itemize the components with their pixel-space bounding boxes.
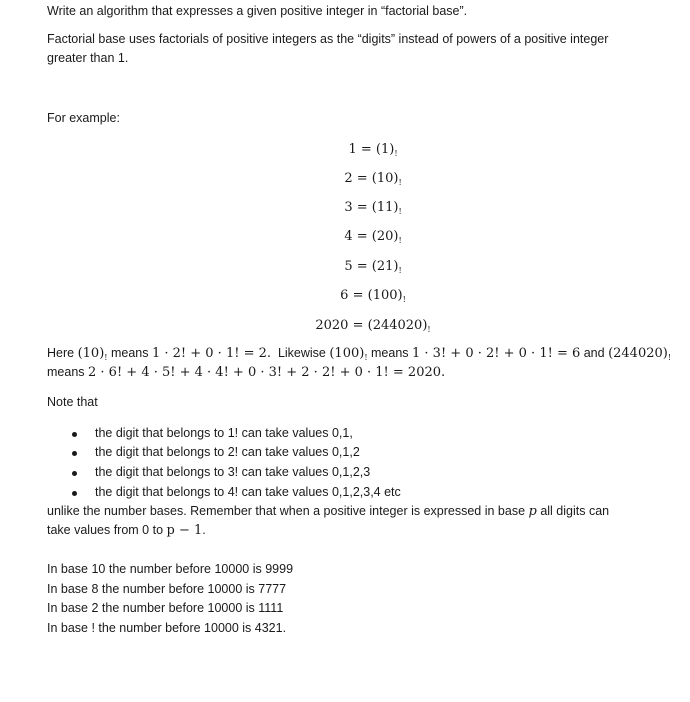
equation: $2020 = (244020)_!$ <box>315 318 431 334</box>
text: Here <box>47 346 75 360</box>
intro-line: greater than 1. <box>47 51 129 65</box>
unlike-line-2: take values from 0 to p − 1. <box>47 523 206 538</box>
base-line: In base 10 the number before 10000 is 9999 <box>47 562 294 576</box>
equation: $6 = (100)_!$ <box>340 288 406 304</box>
base-line: In base ! the number before 10000 is 4321. <box>47 621 287 635</box>
equation: $4 = (20)_!$ <box>344 229 402 245</box>
bullet-icon <box>72 491 77 496</box>
text: means <box>47 365 88 379</box>
unlike-line-1: unlike the number bases. Remember that when a positive integer is expressed in base p all digits can <box>47 504 610 519</box>
intro-line: Write an algorithm that expresses a given positive integer in “factorial base”. <box>47 4 468 18</box>
equation: $1 = (1)_!$ <box>348 142 398 158</box>
math: 1 · 3! + 0 · 2! + 0 · 1! = 6 <box>412 346 581 361</box>
for-example-label: For example: <box>47 111 120 125</box>
math: 2 · 6! + 4 · 5! + 4 · 4! + 0 · 3! + 2 · 2! + 0 · 1! = 2020. <box>88 365 446 380</box>
text: means <box>367 346 413 360</box>
bullet-icon <box>72 432 77 437</box>
base-line: In base 2 the number before 10000 is 1111 <box>47 601 284 615</box>
equation: $3 = (11)_!$ <box>344 200 402 216</box>
equation: $2 = (10)_!$ <box>344 171 402 187</box>
base-line: In base 8 the number before 10000 is 7777 <box>47 582 287 596</box>
bullet-icon <box>72 451 77 456</box>
note-label: Note that <box>47 395 98 409</box>
math: $(10)_!$ <box>77 346 108 362</box>
explanation-line-2 <box>47 365 445 380</box>
explanation-line-1 <box>47 346 671 362</box>
text: Likewise <box>271 346 330 360</box>
text: and <box>580 346 609 360</box>
bullet-icon <box>72 471 77 476</box>
math: 1 · 2! + 0 · 1! = 2. <box>151 346 271 361</box>
equation: $5 = (21)_!$ <box>344 259 402 275</box>
text: means <box>107 346 152 360</box>
math: $(244020)_!$ <box>608 346 672 362</box>
math: $(100)_!$ <box>329 346 368 362</box>
intro-line: Factorial base uses factorials of positive integers as the “digits” instead of powers of a positive integer <box>47 32 609 46</box>
